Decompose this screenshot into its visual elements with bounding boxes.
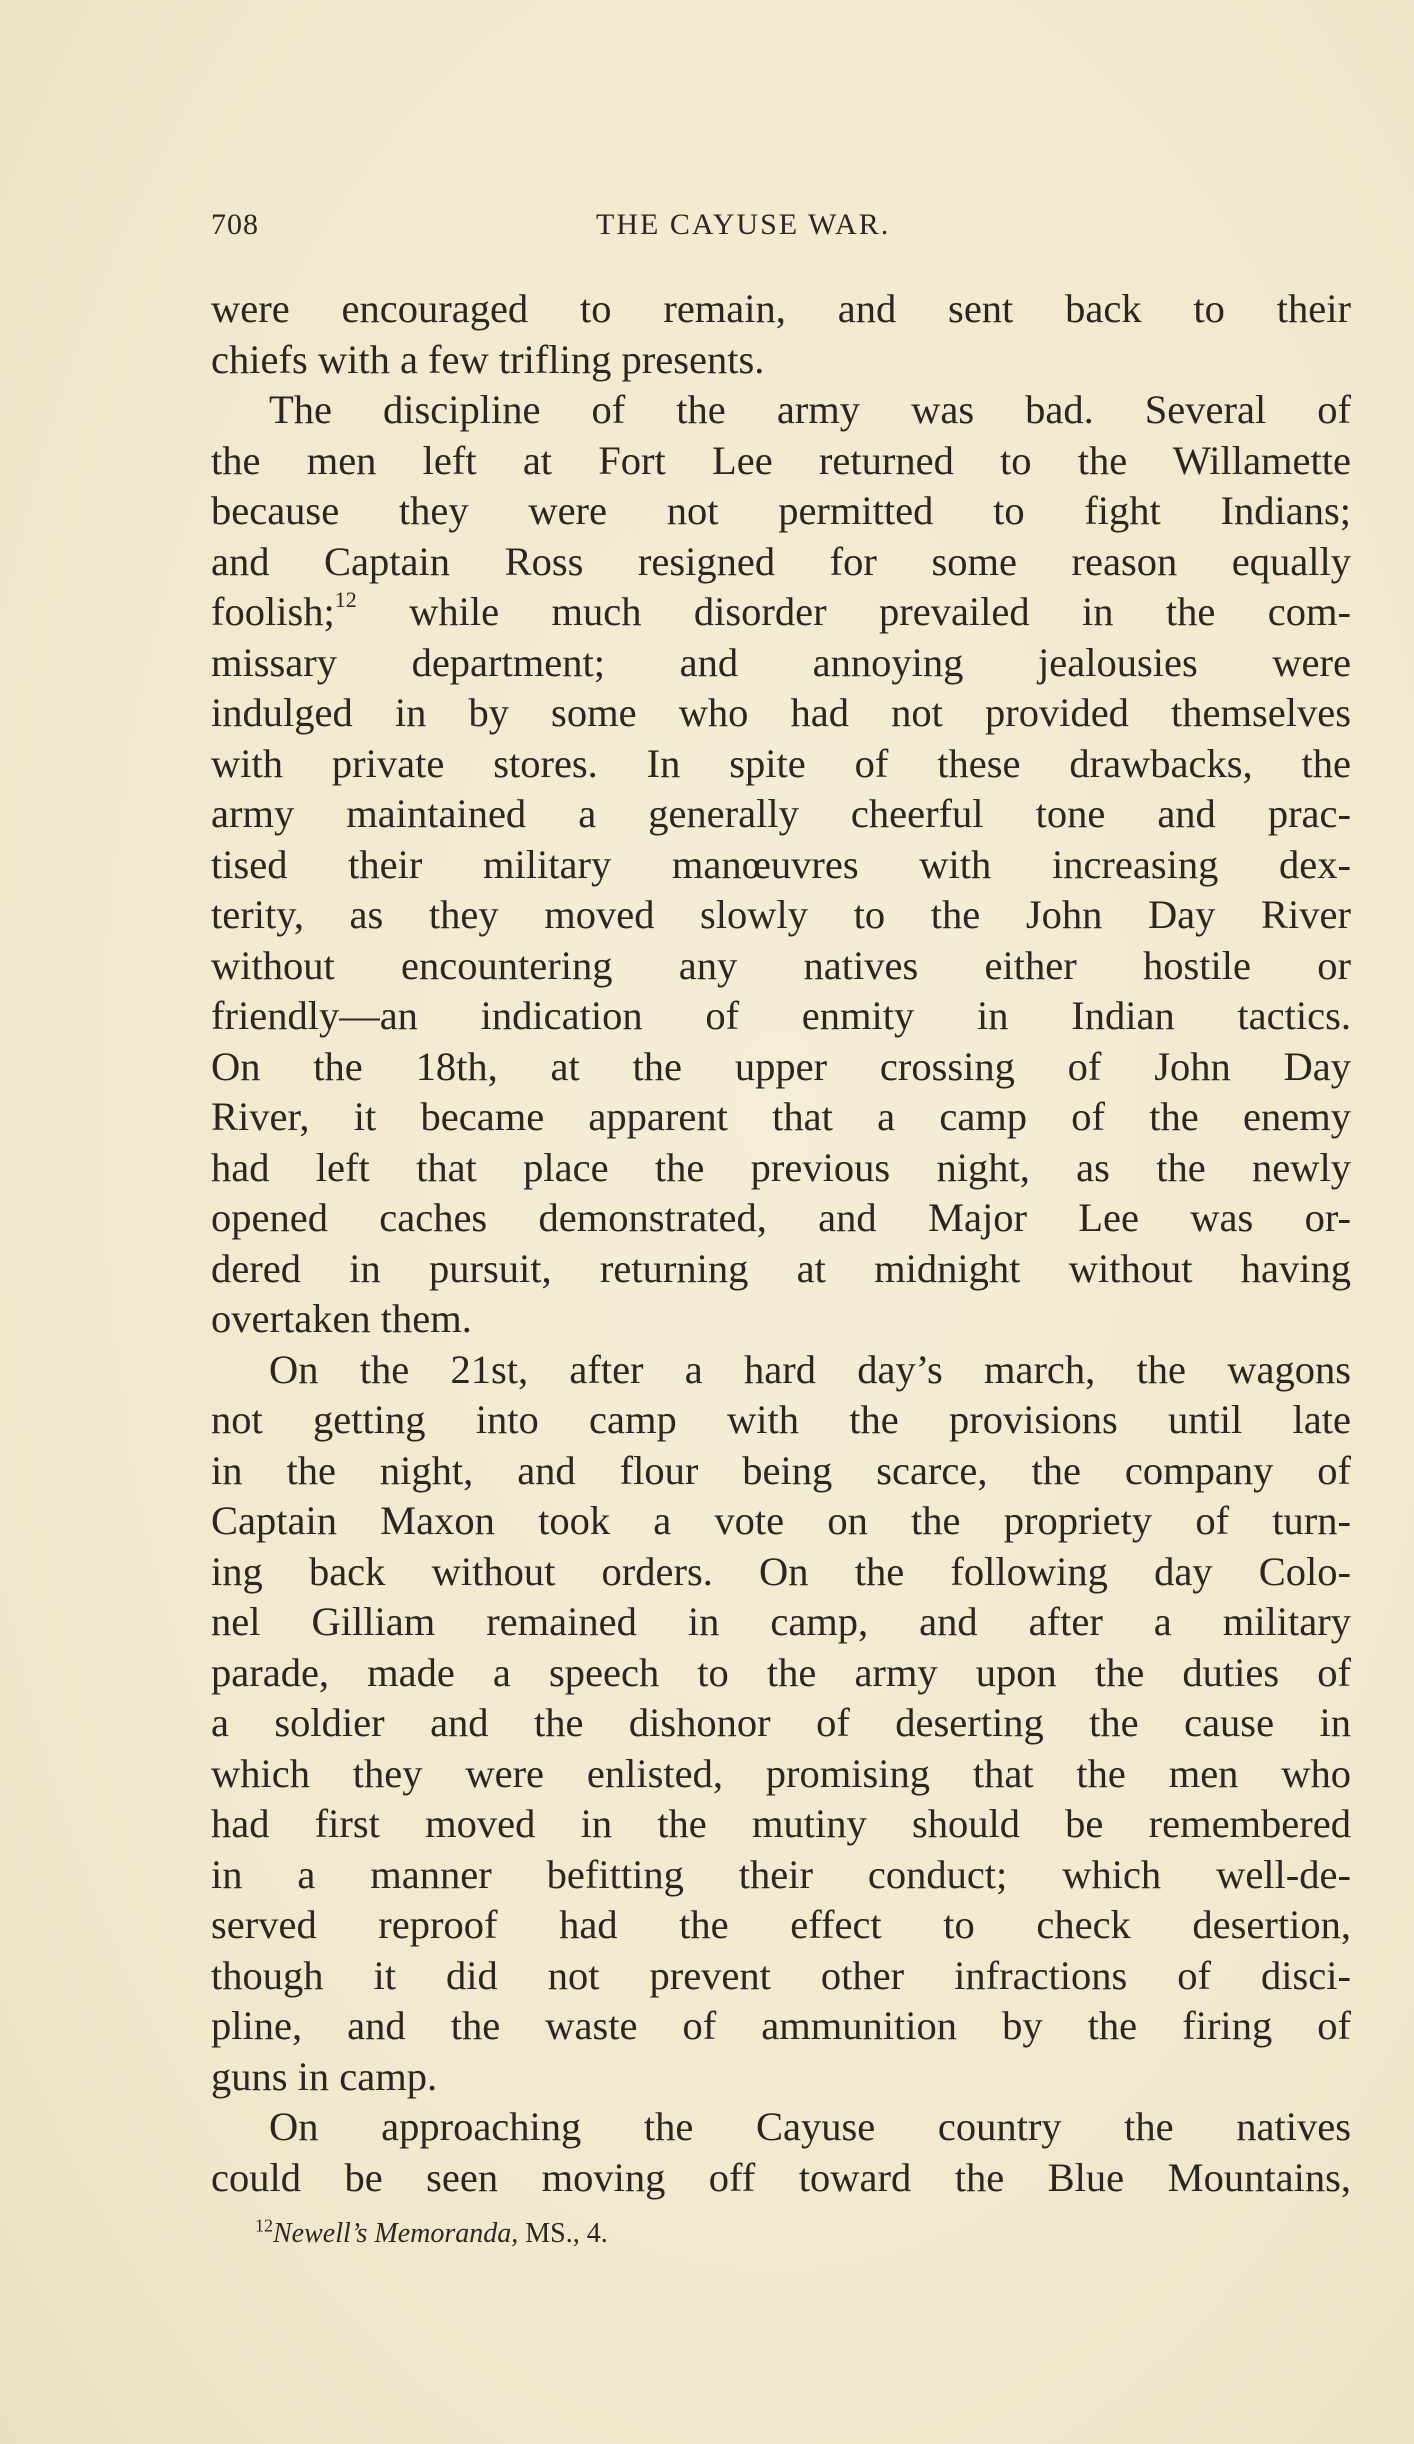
body-text	[211, 284, 1351, 2203]
text-line: guns in camp.	[211, 2053, 438, 2099]
text-line: Captain Maxon took a vote on the propriety of turn-	[211, 1498, 1351, 1543]
text-line: were encouraged to remain, and sent back to their	[211, 286, 1351, 331]
footnote-marker: 12	[255, 2215, 273, 2236]
text-line: opened caches demonstrated, and Major Lee was or-	[211, 1195, 1351, 1240]
footnote-source: Newell’s Memoranda,	[273, 2218, 519, 2249]
text-line: terity, as they moved slowly to the John Day River	[211, 892, 1351, 937]
text-fragment: foolish;	[211, 589, 335, 634]
text-line: tised their military manœuvres with increasing dex-	[211, 841, 1351, 887]
text-line: ing back without orders. On the following day Colo-	[211, 1548, 1351, 1594]
page-number: 708	[211, 208, 259, 241]
text-line: not getting into camp with the provisions until late	[211, 1397, 1351, 1442]
text-line: On approaching the Cayuse country the natives	[269, 2104, 1351, 2149]
text-line: nel Gilliam remained in camp, and after a military	[211, 1599, 1351, 1644]
text-line: The discipline of the army was bad. Several of	[269, 387, 1351, 432]
page-header	[211, 208, 1351, 252]
text-line: River, it became apparent that a camp of the enemy	[211, 1094, 1351, 1139]
running-title: THE CAYUSE WAR.	[596, 208, 891, 241]
text-line: chiefs with a few trifling presents.	[211, 336, 765, 382]
text-line: had left that place the previous night, as the newly	[211, 1144, 1351, 1190]
text-line: missary department; and annoying jealousies were	[211, 639, 1351, 685]
text-line: indulged in by some who had not provided themselves	[211, 690, 1351, 735]
text-line: which they were enlisted, promising that the men who	[211, 1750, 1351, 1796]
footnote	[255, 2215, 1305, 2250]
text-line: could be seen moving off toward the Blue Mountains,	[211, 2154, 1351, 2200]
text-line: with private stores. In spite of these drawbacks, the	[211, 740, 1351, 786]
text-line: On the 18th, at the upper crossing of John Day	[211, 1043, 1351, 1089]
text-line: without encountering any natives either hostile or	[211, 942, 1351, 988]
text-line: served reproof had the effect to check desertion,	[211, 1902, 1351, 1947]
text-line: in a manner befitting their conduct; which well-de-	[211, 1851, 1351, 1897]
text-line: On the 21st, after a hard day’s march, the wagons	[269, 1346, 1351, 1392]
footnote-ref: 12	[334, 586, 357, 612]
text-line: in the night, and flour being scarce, the company of	[211, 1447, 1351, 1493]
footnote-detail: MS., 4.	[518, 2218, 608, 2249]
text-line: and Captain Ross resigned for some reason equally	[211, 538, 1351, 584]
text-line: though it did not prevent other infractions of disci-	[211, 1952, 1351, 1998]
text-line: parade, made a speech to the army upon the duties of	[211, 1649, 1351, 1695]
text-line: overtaken them.	[211, 1296, 472, 1341]
text-line: friendly—an indication of enmity in Indian tactics.	[211, 993, 1351, 1038]
text-line: pline, and the waste of ammunition by the firing of	[211, 2003, 1351, 2048]
text-line: because they were not permitted to fight Indians;	[211, 488, 1351, 533]
text-line: the men left at Fort Lee returned to the Willamette	[211, 437, 1351, 483]
text-fragment: while much disorder prevailed in the com-	[409, 589, 1351, 634]
text-line: dered in pursuit, returning at midnight without having	[211, 1245, 1351, 1291]
text-line: a soldier and the dishonor of deserting the cause in	[211, 1700, 1351, 1745]
text-line-with-footnote-ref	[211, 587, 1351, 638]
text-line: army maintained a generally cheerful tone and prac-	[211, 791, 1351, 836]
text-line: had first moved in the mutiny should be remembered	[211, 1801, 1351, 1846]
